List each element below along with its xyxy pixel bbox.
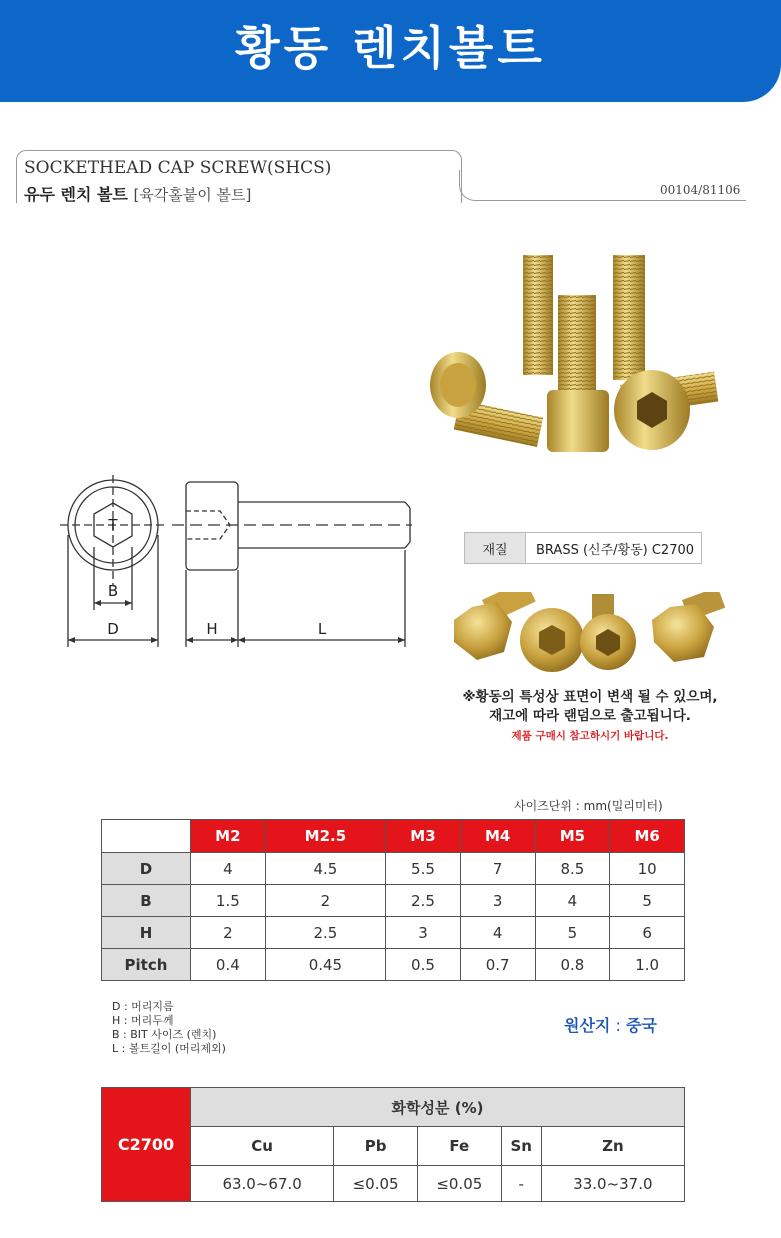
product-photo <box>420 250 720 465</box>
table-cell: 10 <box>610 853 685 885</box>
row-label: D <box>102 853 191 885</box>
value-cell: 33.0~37.0 <box>541 1166 684 1202</box>
header-cell: M2 <box>191 820 266 853</box>
table-row <box>102 949 685 981</box>
table-cell: 8.5 <box>535 853 610 885</box>
table-cell: 4 <box>535 885 610 917</box>
korean-title-main: 유두 렌치 볼트 <box>24 185 128 204</box>
korean-title <box>24 182 251 205</box>
value-cell: - <box>501 1166 541 1202</box>
element-cell: Fe <box>417 1127 501 1166</box>
table-cell: 2.5 <box>265 917 385 949</box>
table-cell: 0.45 <box>265 949 385 981</box>
header-cell: M2.5 <box>265 820 385 853</box>
page-title: 황동 렌치볼트 <box>235 21 546 75</box>
purchase-warning: 제품 구매시 참고하시기 바랍니다. <box>511 730 669 742</box>
table-cell: 1.0 <box>610 949 685 981</box>
chemical-composition-table <box>101 1087 685 1202</box>
table-cell: 2 <box>191 917 266 949</box>
element-cell: Sn <box>501 1127 541 1166</box>
product-code: 00104/81106 <box>660 183 741 197</box>
title-banner <box>0 0 781 102</box>
table-cell: 5 <box>610 885 685 917</box>
label-l: L <box>317 620 327 638</box>
table-cell: 5 <box>535 917 610 949</box>
row-label: B <box>102 885 191 917</box>
table-cell: 0.5 <box>386 949 461 981</box>
element-cell: Cu <box>191 1127 334 1166</box>
table-cell: 3 <box>460 885 535 917</box>
header-cell: M5 <box>535 820 610 853</box>
element-cell: Pb <box>334 1127 418 1166</box>
table-row <box>102 853 685 885</box>
value-cell: ≤0.05 <box>417 1166 501 1202</box>
korean-title-sub: [육각홀붙이 볼트] <box>133 186 252 204</box>
technical-diagram <box>60 475 415 650</box>
table-cell: 4 <box>460 917 535 949</box>
legend-item: L : 볼트길이 (머리제외) <box>112 1042 226 1055</box>
table-cell: 1.5 <box>191 885 266 917</box>
label-d: D <box>107 620 119 638</box>
material-box <box>464 532 702 564</box>
table-cell: 2.5 <box>386 885 461 917</box>
table-cell: 7 <box>460 853 535 885</box>
table-cell: 0.7 <box>460 949 535 981</box>
table-cell: 2 <box>265 885 385 917</box>
label-h: H <box>206 620 218 638</box>
english-title: SOCKETHEAD CAP SCREW(SHCS) <box>24 158 332 178</box>
value-cell: 63.0~67.0 <box>191 1166 334 1202</box>
label-b: B <box>107 582 119 600</box>
header-cell: M3 <box>386 820 461 853</box>
material-value: BRASS (신주/황동) C2700 <box>536 542 695 558</box>
legend-item: H : 머리두께 <box>112 1014 174 1027</box>
header-cell: M6 <box>610 820 685 853</box>
table-cell: 5.5 <box>386 853 461 885</box>
composition-caption: 화학성분 (%) <box>191 1088 685 1127</box>
origin-label: 원산지 : 중국 <box>564 1016 657 1035</box>
row-label: H <box>102 917 191 949</box>
table-cell: 0.8 <box>535 949 610 981</box>
table-row <box>102 917 685 949</box>
size-table <box>101 819 685 981</box>
table-row <box>102 885 685 917</box>
table-cell: 0.4 <box>191 949 266 981</box>
label-t: T <box>108 516 118 534</box>
grade-cell: C2700 <box>102 1088 191 1202</box>
dimension-legend <box>112 1000 226 1056</box>
table-cell: 6 <box>610 917 685 949</box>
element-cell: Zn <box>541 1127 684 1166</box>
material-label: 재질 <box>465 533 526 563</box>
legend-item: D : 머리지름 <box>112 1000 174 1013</box>
bolt-heads-photo <box>442 592 732 682</box>
size-table-header <box>102 820 685 853</box>
table-cell: 4 <box>191 853 266 885</box>
size-unit-note: 사이즈단위 : mm(밀리미터) <box>514 799 663 813</box>
legend-item: B : BIT 사이즈 (렌치) <box>112 1028 217 1041</box>
header-cell: M4 <box>460 820 535 853</box>
value-cell: ≤0.05 <box>334 1166 418 1202</box>
row-label: Pitch <box>102 949 191 981</box>
color-change-note: ※황동의 특성상 표면이 변색 될 수 있으며, 재고에 따라 랜덤으로 출고됩니다. <box>462 689 718 724</box>
table-cell: 4.5 <box>265 853 385 885</box>
table-cell: 3 <box>386 917 461 949</box>
